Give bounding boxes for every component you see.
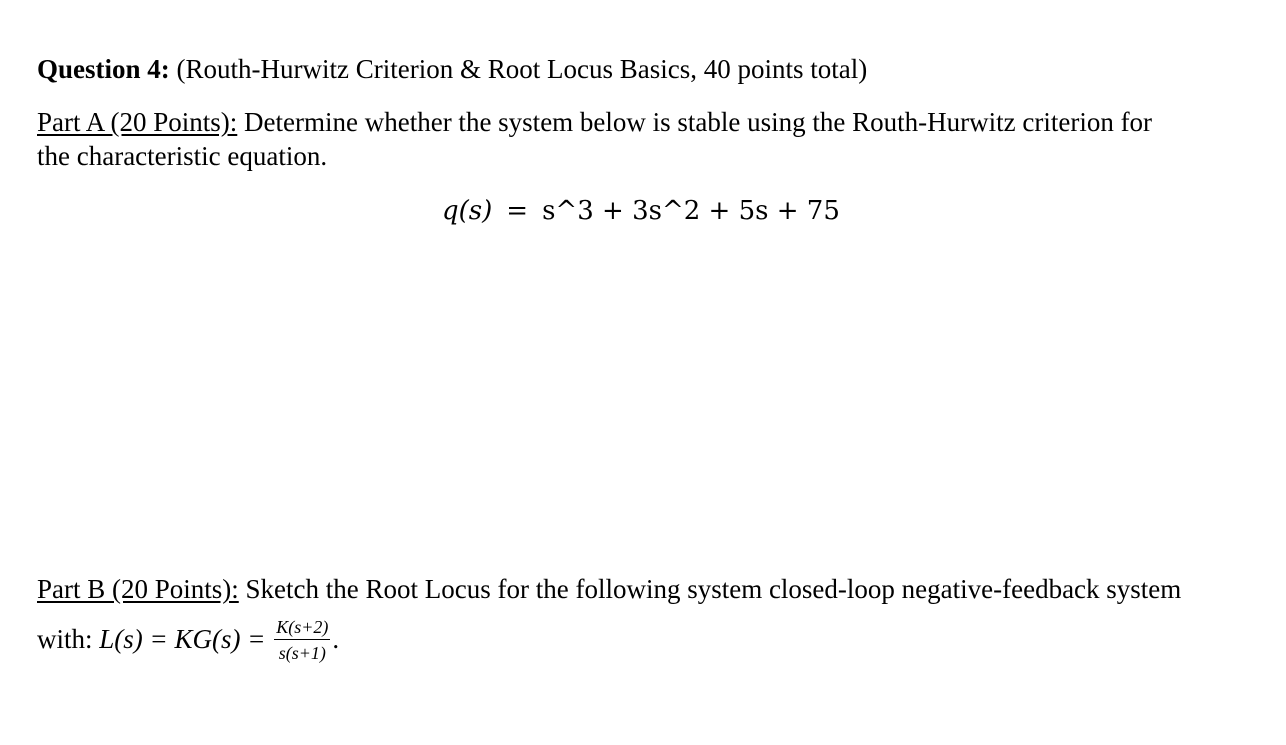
loop-transfer-expression: L(s) = KG(s) = [99,624,273,655]
question-subtitle: (Routh-Hurwitz Criterion & Root Locus Basics, 40 points total) [176,54,868,84]
part-b-label: Part B (20 Points): [37,574,239,604]
question-label: Question 4: [37,54,170,84]
part-a-text-line-2: the characteristic equation. [37,141,328,171]
equation-lhs: q(s) [442,196,493,226]
fraction-numerator: K(s+2) [274,616,330,640]
part-b-text-prefix: with: [37,624,100,655]
part-a-paragraph-line-2 [37,139,327,173]
part-b-paragraph-line-1 [37,572,1181,606]
part-a-label: Part A (20 Points): [37,107,238,137]
transfer-function-fraction [274,616,330,664]
part-a-text-line-1: Determine whether the system below is stable using the Routh-Hurwitz criterion for [237,107,1153,137]
equation-equals-sign: = [506,196,529,226]
part-b-paragraph-line-2 [37,618,339,666]
part-b-text-line-1: Sketch the Root Locus for the following system closed-loop negative-feedback system [238,574,1182,604]
part-a-paragraph-line-1 [37,105,1152,139]
equation-rhs: s^3 + 3s^2 + 5s + 75 [542,196,840,226]
characteristic-equation [442,194,840,228]
fraction-denominator: s(s+1) [278,643,326,663]
question-heading [37,52,867,86]
part-b-text-suffix: . [332,624,340,655]
